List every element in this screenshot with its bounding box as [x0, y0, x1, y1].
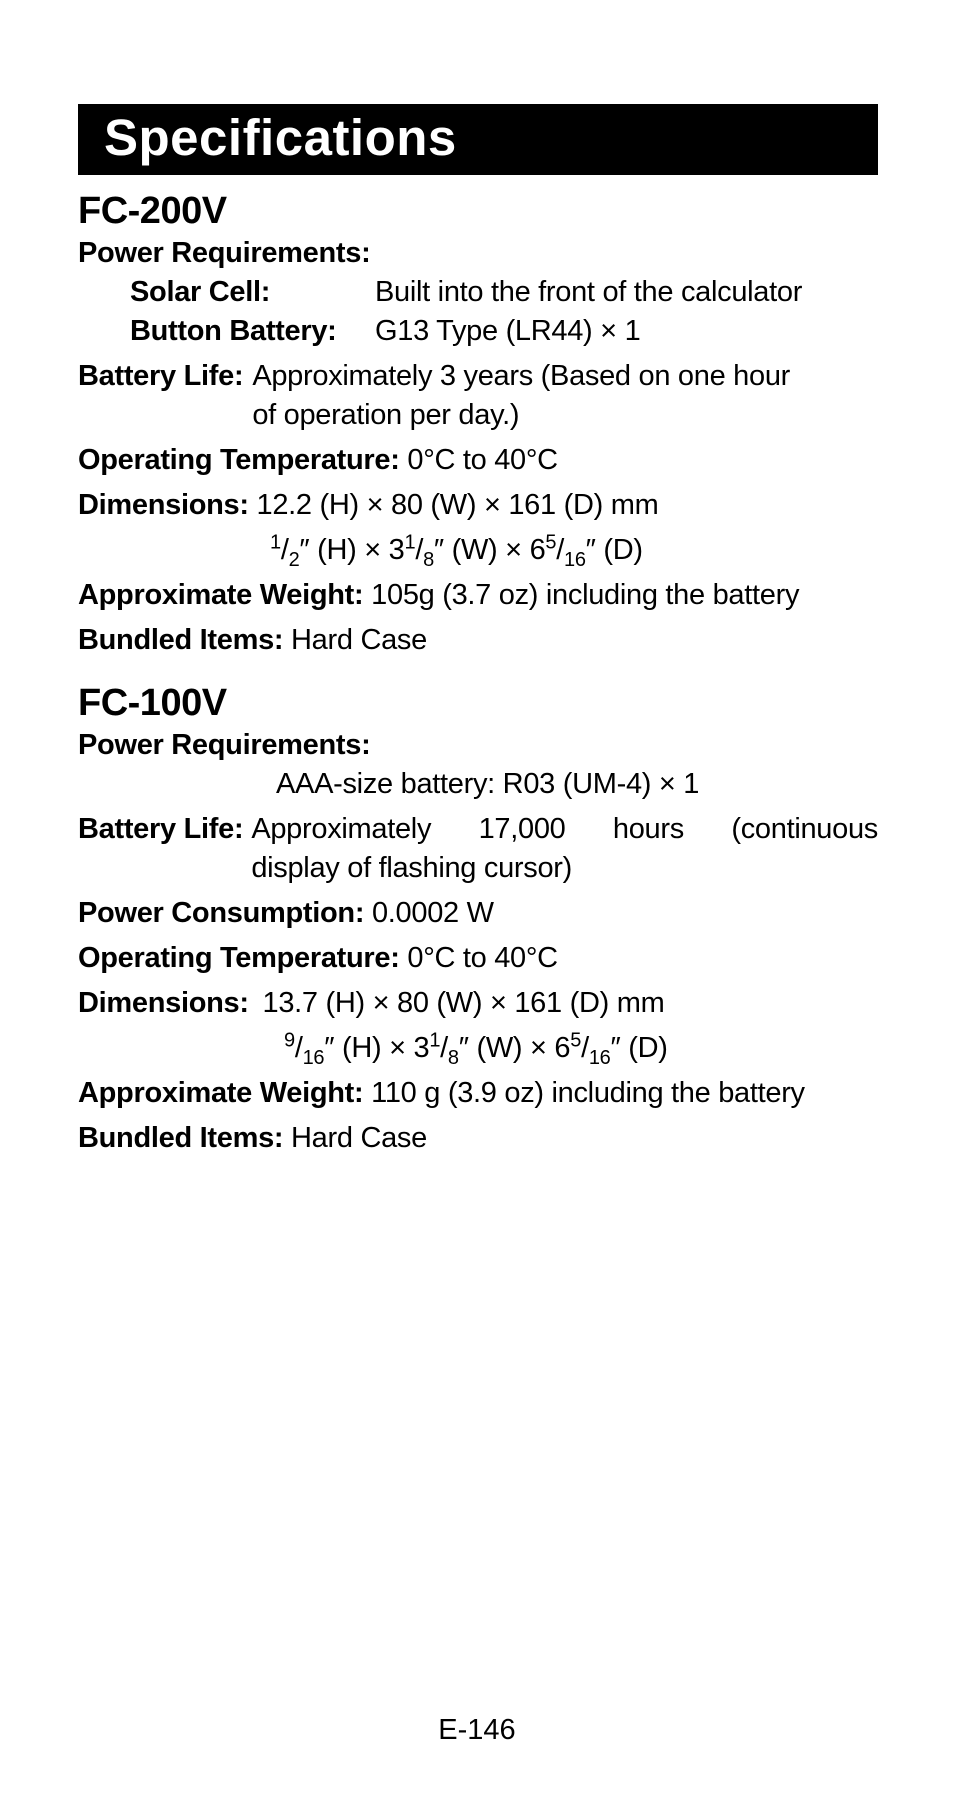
power-consumption-row [78, 894, 878, 933]
solar-cell-label: Solar Cell: [130, 276, 271, 308]
battery-life-line-1: Approximately 3 years (Based on one hour [252, 360, 791, 392]
operating-temperature-label: Operating Temperature: [78, 942, 400, 974]
power-consumption-label: Power Consumption: [78, 897, 365, 929]
bundled-items-row [78, 1119, 878, 1158]
battery-life-row [78, 810, 878, 888]
dimensions-label: Dimensions: [78, 489, 249, 521]
approximate-weight-label: Approximate Weight: [78, 579, 364, 611]
approximate-weight-row [78, 576, 878, 615]
dimensions-label: Dimensions: [78, 987, 249, 1019]
approximate-weight-value: 110 g (3.9 oz) including the battery [371, 1077, 805, 1109]
battery-life-line-2: display of flashing cursor) [251, 852, 573, 884]
operating-temperature-row [78, 441, 878, 480]
fraction-numerator: 1 [404, 531, 416, 554]
button-battery-value: G13 Type (LR44) × 1 [375, 315, 641, 347]
dimensions-inch-value: $^9/_{16}''$ $(H) \times 3^1/_8''$ $(W) \times 6^5/_{16}''$ (D) [284, 1029, 668, 1069]
battery-life-row [78, 357, 878, 435]
fraction-denominator: 16 [564, 548, 586, 571]
power-requirements-value: AAA-size battery: R03 (UM-4) × 1 [276, 768, 700, 800]
bundled-items-label: Bundled Items: [78, 1122, 284, 1154]
specifications-page [78, 104, 878, 1158]
bundled-items-label: Bundled Items: [78, 624, 284, 656]
dimension-text: ″ (H) × 3 [299, 534, 405, 566]
operating-temperature-value: 0°C to 40°C [407, 942, 558, 974]
page-number: E-146 [438, 1714, 516, 1746]
operating-temperature-label: Operating Temperature: [78, 444, 400, 476]
fraction-numerator: 1 [429, 1029, 441, 1052]
button-battery-row [78, 312, 878, 351]
bundled-items-value: Hard Case [291, 624, 427, 656]
fraction-denominator: 16 [588, 1046, 611, 1069]
power-requirements-label: Power Requirements: [78, 237, 371, 269]
dimension-text: ″ (D) [585, 534, 643, 566]
power-requirements-label: Power Requirements: [78, 729, 371, 761]
dimensions-row [78, 486, 878, 525]
page-title: Specifications [78, 104, 878, 175]
battery-life-label: Battery Life: [78, 360, 244, 392]
battery-life-line-1: Approximately 17,000 hours (continuous [251, 813, 878, 845]
model-heading-fc100v: FC-100V [78, 682, 227, 724]
fraction-numerator: 5 [545, 531, 557, 554]
dimensions-mm-value: 13.7 (H) × 80 (W) × 161 (D) mm [262, 987, 665, 1019]
solar-cell-row [78, 273, 878, 312]
bundled-items-value: Hard Case [291, 1122, 427, 1154]
operating-temperature-value: 0°C to 40°C [407, 444, 558, 476]
button-battery-label: Button Battery: [130, 315, 337, 347]
fraction-denominator: 16 [302, 1046, 325, 1069]
approximate-weight-row [78, 1074, 878, 1113]
fraction-numerator: 9 [284, 1029, 295, 1052]
solar-cell-value: Built into the front of the calculator [375, 276, 803, 308]
dimension-text: ″ (W) × 6 [458, 1032, 571, 1064]
operating-temperature-row [78, 939, 878, 978]
model-heading-fc200v: FC-200V [78, 190, 227, 232]
dimensions-row [78, 984, 878, 1023]
dimensions-inch-value: $^1/_2''$ $(H) \times 3^1/_8''$ $(W) \times 6^5/_{16}''$ (D) [270, 531, 643, 571]
power-consumption-value: 0.0002 W [371, 897, 494, 929]
dimension-text: ″ (W) × 6 [433, 534, 546, 566]
approximate-weight-label: Approximate Weight: [78, 1077, 364, 1109]
battery-life-line-2: of operation per day.) [252, 399, 520, 431]
fraction-denominator: 2 [288, 548, 300, 571]
fraction-numerator: 5 [570, 1029, 582, 1052]
bundled-items-row [78, 621, 878, 660]
fraction-numerator: 1 [270, 531, 281, 554]
battery-life-value [251, 810, 878, 888]
approximate-weight-value: 105g (3.7 oz) including the battery [371, 579, 800, 611]
dimension-text: ″ (D) [610, 1032, 668, 1064]
fraction-denominator: 8 [447, 1046, 459, 1069]
dimensions-mm-value: 12.2 (H) × 80 (W) × 161 (D) mm [256, 489, 659, 521]
fraction-denominator: 8 [423, 548, 434, 571]
battery-life-label: Battery Life: [78, 813, 244, 845]
battery-life-value [252, 357, 878, 435]
dimension-text: ″ (H) × 3 [324, 1032, 430, 1064]
